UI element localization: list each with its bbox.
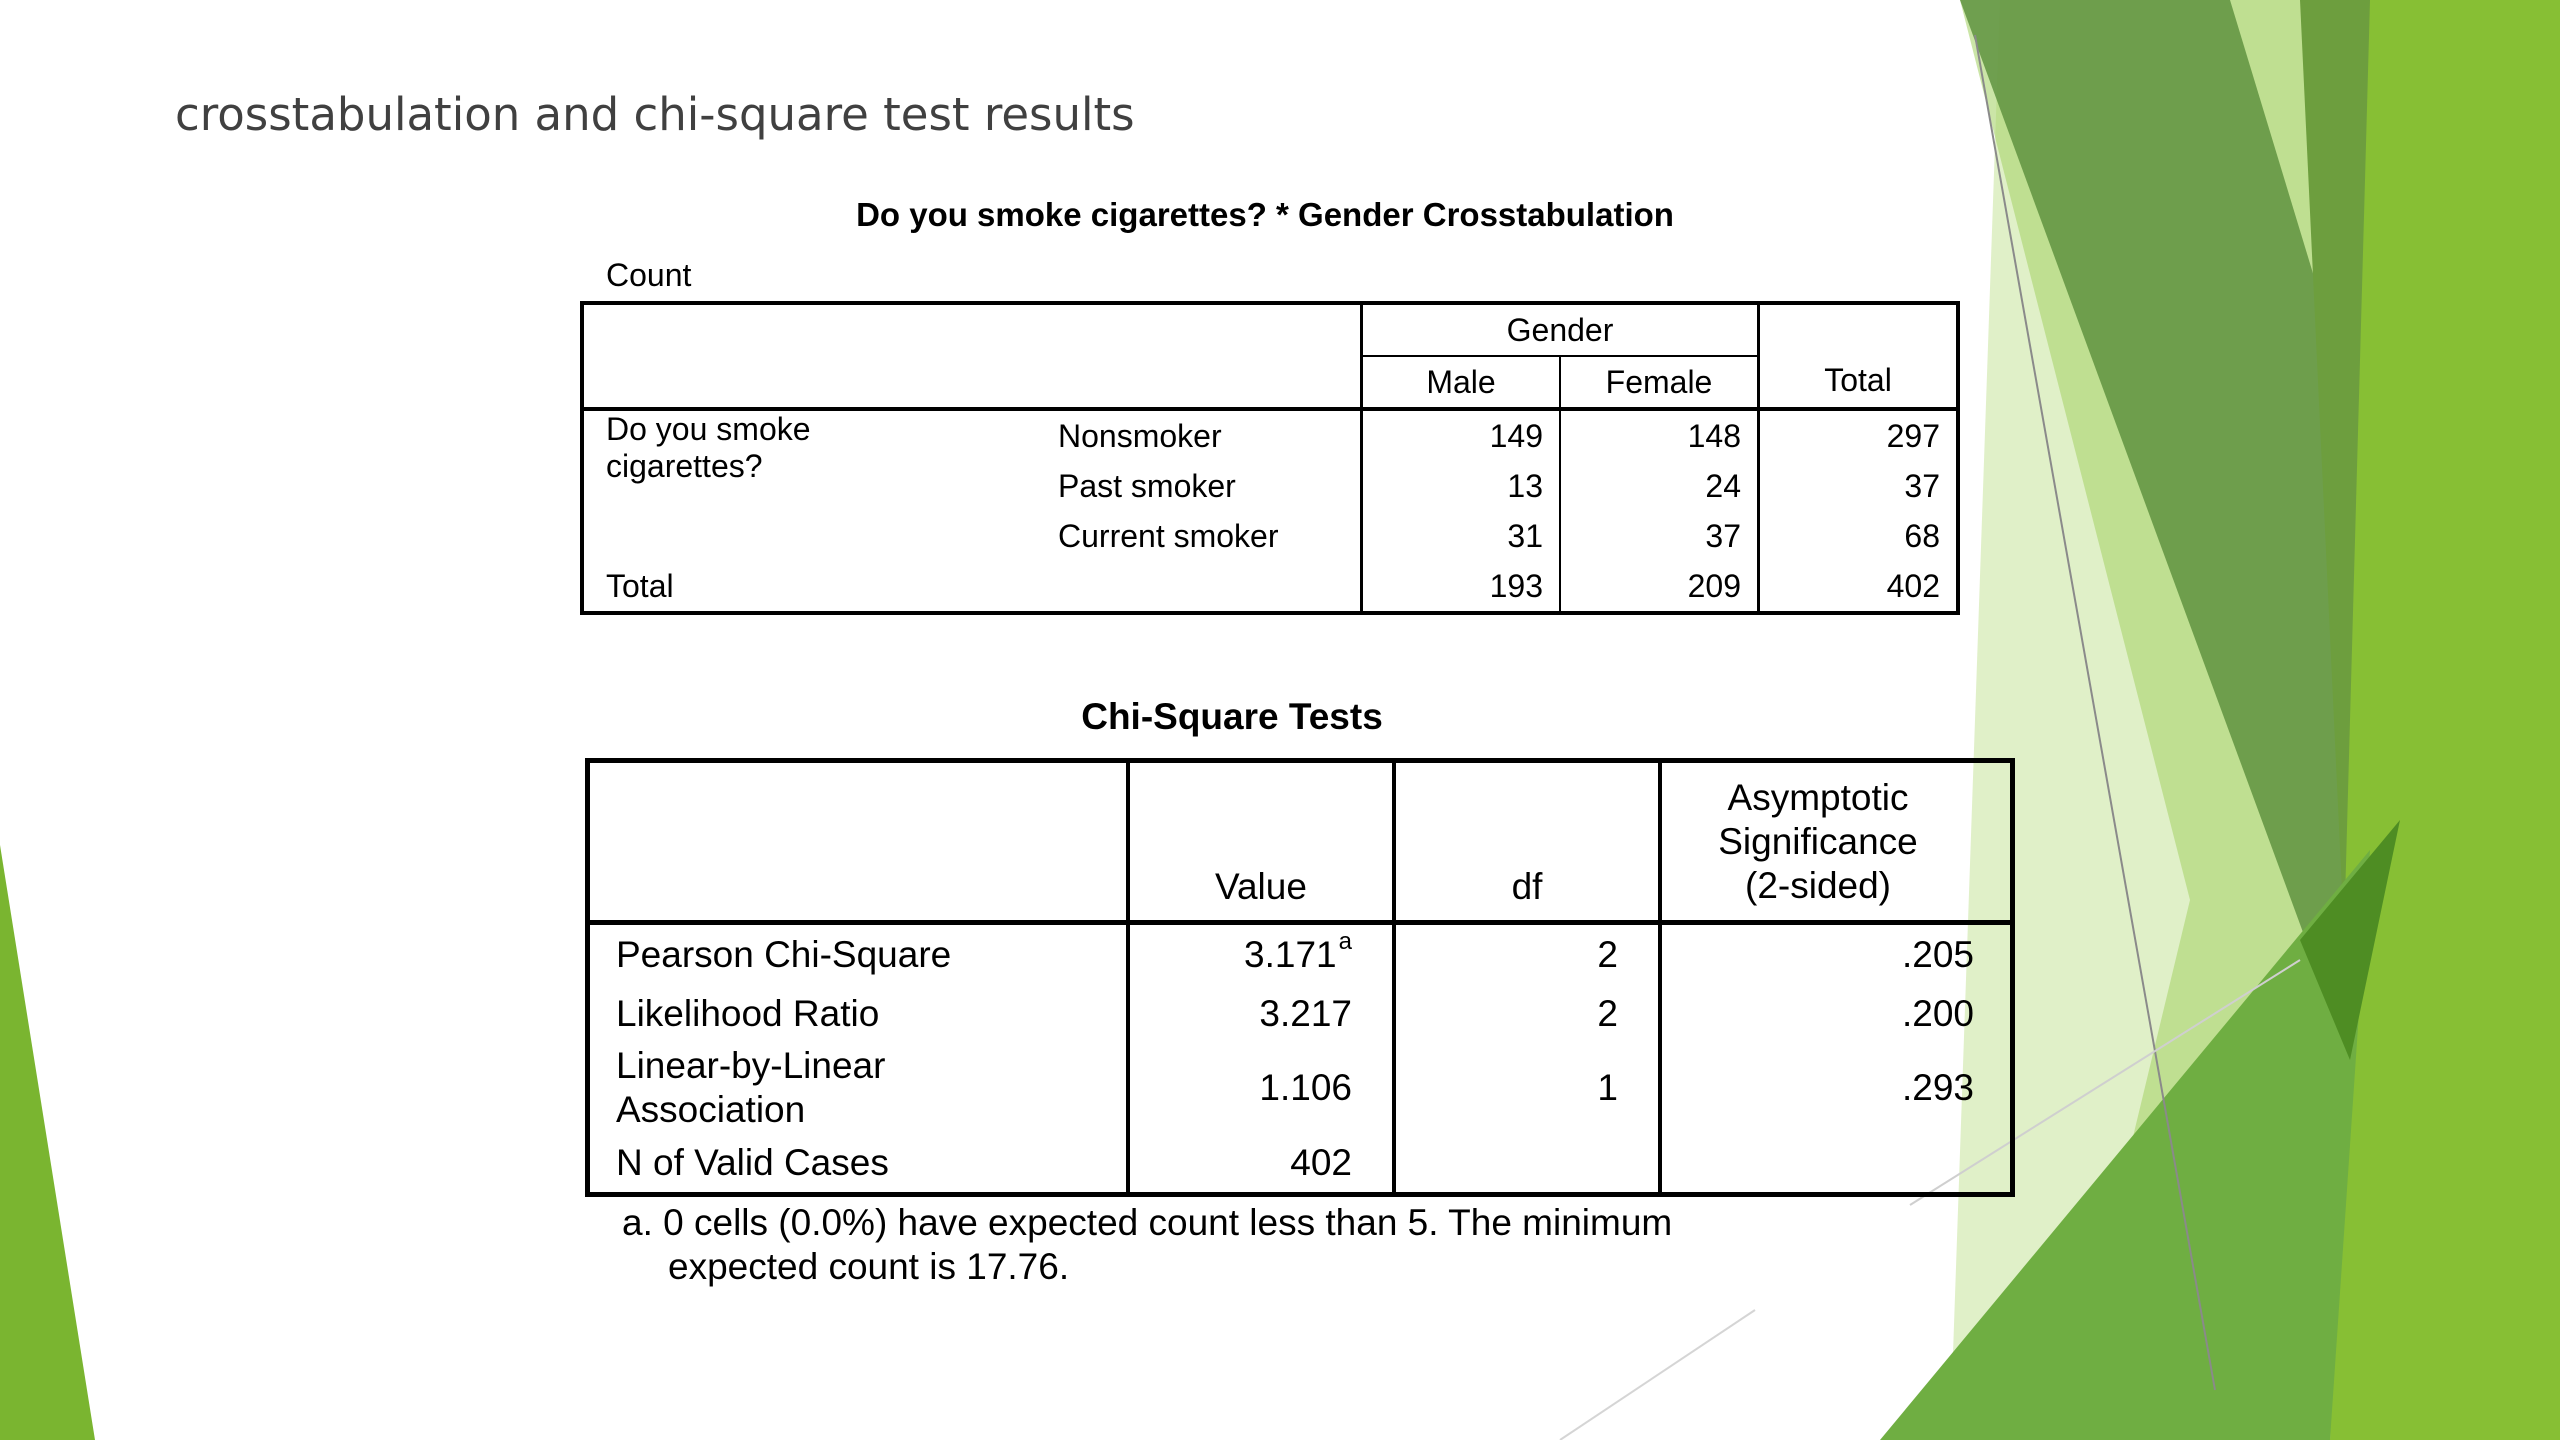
test-label-line: Association — [616, 1089, 806, 1130]
header-significance-line: (2-sided) — [1745, 865, 1891, 906]
test-value: 402 — [1128, 1133, 1394, 1195]
test-value-number: 3.171 — [1244, 933, 1337, 975]
cell-total: 402 — [1759, 561, 1959, 613]
row-category: Past smoker — [1058, 467, 1236, 504]
test-value: 3.217 — [1128, 984, 1394, 1043]
row-category: Current smoker — [1058, 517, 1279, 554]
test-label — [588, 1043, 1129, 1133]
cell-male: 31 — [1362, 511, 1561, 561]
cell-total: 37 — [1759, 461, 1959, 511]
table-row — [588, 984, 2013, 1043]
row-category: Nonsmoker — [1058, 417, 1222, 454]
cell-female: 37 — [1560, 511, 1759, 561]
crosstab-table — [580, 301, 1960, 615]
header-significance-line: Significance — [1718, 821, 1918, 862]
header-female: Female — [1560, 356, 1759, 409]
thin-accent-line — [1560, 1310, 1755, 1440]
header-significance — [1660, 761, 2013, 923]
cell-female: 209 — [1560, 561, 1759, 613]
total-row — [582, 561, 1958, 613]
footnote-line: a. 0 cells (0.0%) have expected count less than 5. The minimum — [622, 1202, 1673, 1243]
left-green-sliver — [0, 845, 95, 1440]
cell-male: 149 — [1362, 409, 1561, 461]
header-male: Male — [1362, 356, 1561, 409]
chisquare-footnote — [622, 1201, 1862, 1289]
cell-total: 68 — [1759, 511, 1959, 561]
right-bright-green-shape — [2330, 0, 2560, 1440]
test-df: 2 — [1394, 984, 1660, 1043]
table-row — [588, 1133, 2013, 1195]
crosstab-title: Do you smoke cigarettes? * Gender Crosstabulation — [856, 196, 1674, 233]
table-row — [588, 923, 2013, 985]
header-gender: Gender — [1362, 303, 1759, 356]
test-significance: .200 — [1660, 984, 2013, 1043]
chisquare-corner-cell — [588, 761, 1129, 923]
cell-male: 13 — [1362, 461, 1561, 511]
cell-total: 297 — [1759, 409, 1959, 461]
test-df: 2 — [1394, 923, 1660, 985]
table-row — [582, 409, 1958, 461]
test-value: 1.106 — [1128, 1043, 1394, 1133]
test-significance: .293 — [1660, 1043, 2013, 1133]
test-label: Pearson Chi-Square — [616, 933, 952, 975]
chisquare-header-row — [588, 761, 2013, 923]
test-significance — [1660, 1133, 2013, 1195]
chisquare-title: Chi-Square Tests — [1081, 696, 1383, 737]
test-significance: .205 — [1660, 923, 2013, 985]
total-row-label: Total — [606, 567, 674, 604]
slide-title: crosstabulation and chi-square test results — [175, 88, 1135, 141]
cell-male: 193 — [1362, 561, 1561, 613]
header-significance-line: Asymptotic — [1727, 777, 1909, 818]
test-label-line: Linear-by-Linear — [616, 1045, 886, 1086]
row-group-label-line: cigarettes? — [606, 448, 763, 484]
crosstab-subtitle: Count — [606, 257, 692, 293]
crosstab-corner-cell — [582, 303, 1362, 409]
test-df — [1394, 1133, 1660, 1195]
test-label: N of Valid Cases — [616, 1141, 889, 1183]
row-group-label — [582, 409, 1046, 561]
crosstab-header-row — [582, 303, 1958, 356]
footnote-marker: a — [1338, 927, 1352, 955]
header-total: Total — [1759, 303, 1959, 409]
header-df: df — [1394, 761, 1660, 923]
chisquare-table — [585, 758, 2015, 1197]
test-label: Likelihood Ratio — [616, 992, 880, 1034]
cell-female: 24 — [1560, 461, 1759, 511]
cell-female: 148 — [1560, 409, 1759, 461]
footnote-line: expected count is 17.76. — [668, 1246, 1070, 1287]
test-value — [1128, 923, 1394, 985]
header-value: Value — [1128, 761, 1394, 923]
test-df: 1 — [1394, 1043, 1660, 1133]
row-group-label-line: Do you smoke — [606, 411, 811, 447]
table-row — [588, 1043, 2013, 1133]
